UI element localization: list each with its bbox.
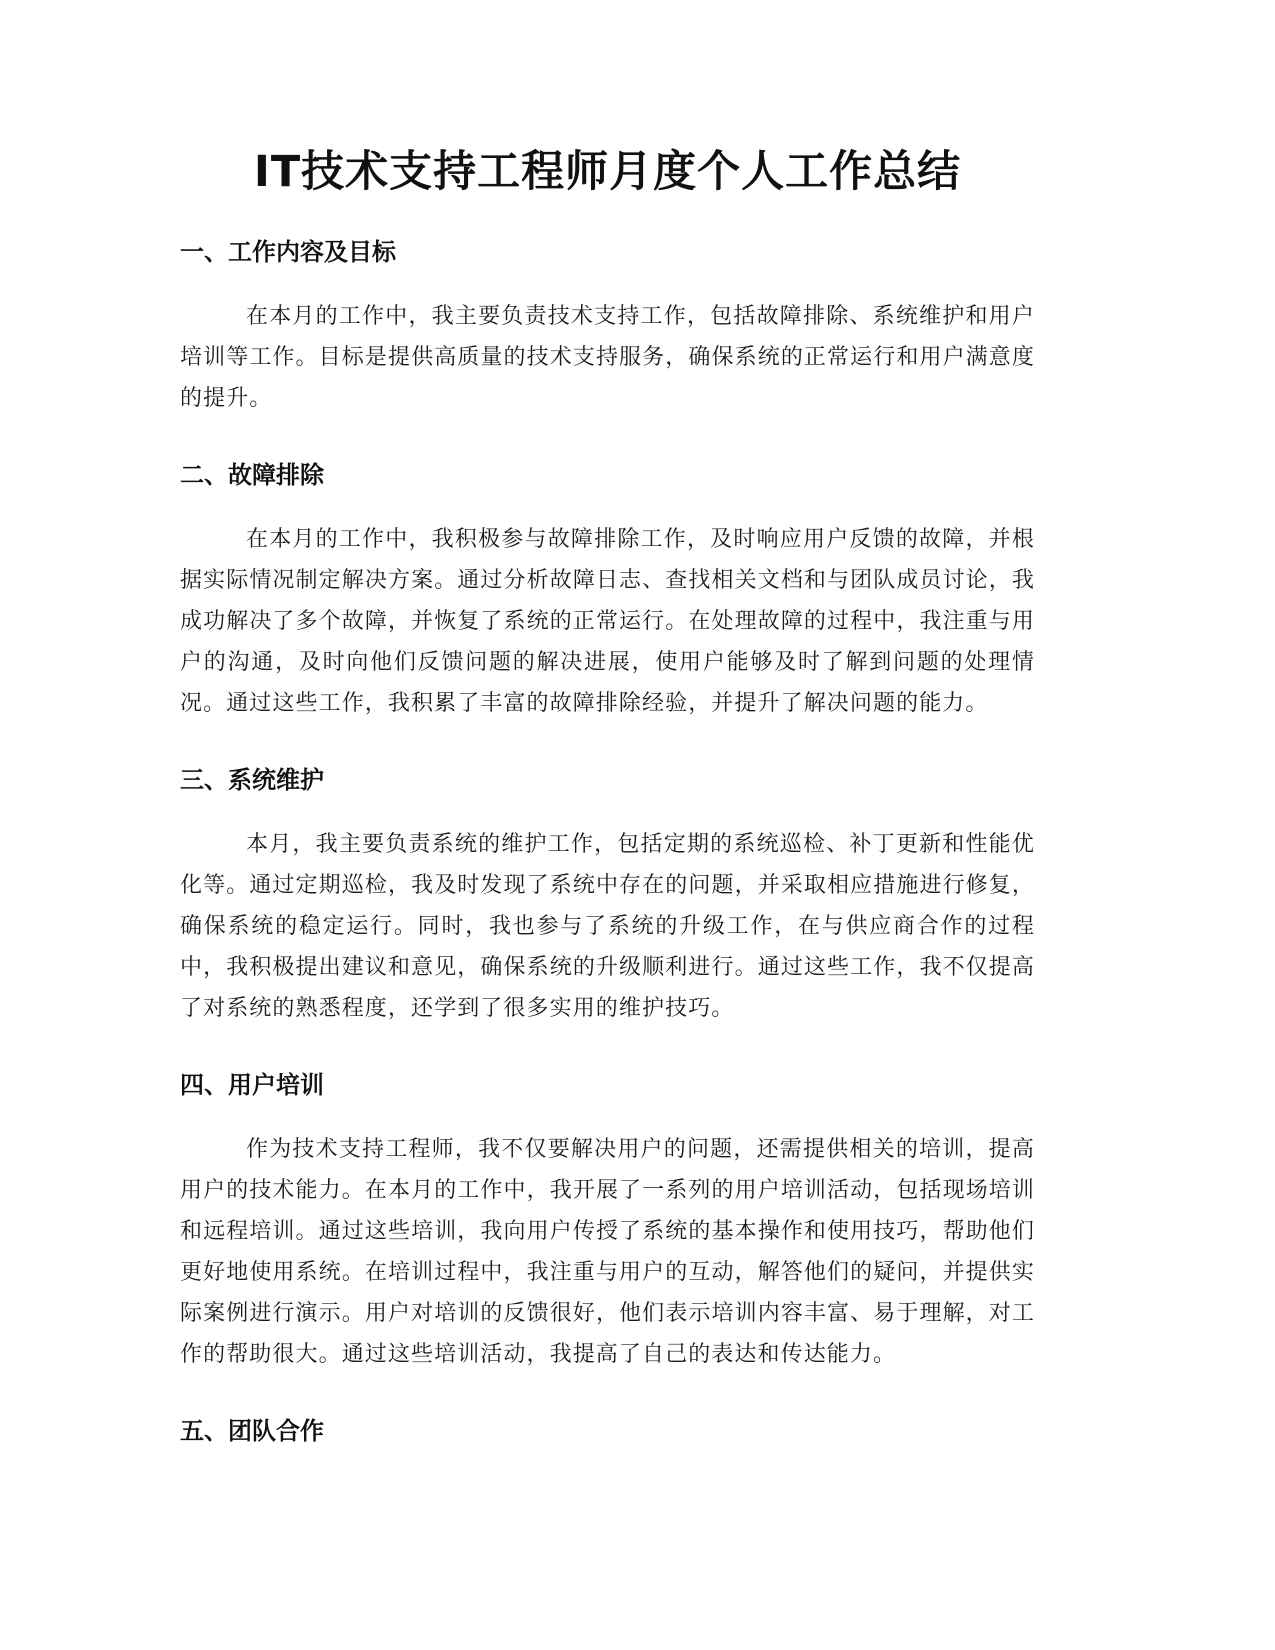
section-paragraph: 作为技术支持工程师，我不仅要解决用户的问题，还需提供相关的培训，提高用户的技术能力。在本月的工作中，我开展了一系列的用户培训活动，包括现场培训和远程培训。通过这些培训，我向用户传授了系统的基本操作和使用技巧，帮助他们更好地使用系统。在培训过程中，我注重与用户的互动，解答他们的疑问，并提供实际案例进行演示。用户对培训的反馈很好，他们表示培训内容丰富、易于理解，对工作的帮助很大。通过这些培训活动，我提高了自己的表达和传达能力。	[180, 1137, 1035, 1367]
section-work-content	[180, 234, 1035, 419]
document-title: IT技术支持工程师月度个人工作总结	[253, 147, 962, 197]
section-heading: 一、工作内容及目标	[180, 238, 396, 266]
section-paragraph: 在本月的工作中，我积极参与故障排除工作，及时响应用户反馈的故障，并根据实际情况制定解决方案。通过分析故障日志、查找相关文档和与团队成员讨论，我成功解决了多个故障，并恢复了系统的正常运行。在处理故障的过程中，我注重与用户的沟通，及时向他们反馈问题的解决进展，使用户能够及时了解到问题的处理情况。通过这些工作，我积累了丰富的故障排除经验，并提升了解决问题的能力。	[180, 527, 1035, 716]
section-heading: 五、团队合作	[180, 1417, 324, 1445]
section-paragraph: 本月，我主要负责系统的维护工作，包括定期的系统巡检、补丁更新和性能优化等。通过定期巡检，我及时发现了系统中存在的问题，并采取相应措施进行修复，确保系统的稳定运行。同时，我也参与了系统的升级工作，在与供应商合作的过程中，我积极提出建议和意见，确保系统的升级顺利进行。通过这些工作，我不仅提高了对系统的熟悉程度，还学到了很多实用的维护技巧。	[180, 832, 1035, 1021]
section-paragraph: 在本月的工作中，我主要负责技术支持工作，包括故障排除、系统维护和用户培训等工作。目标是提供高质量的技术支持服务，确保系统的正常运行和用户满意度的提升。	[180, 304, 1035, 411]
section-heading: 二、故障排除	[180, 461, 324, 489]
section-user-training	[180, 1067, 1035, 1375]
section-heading: 四、用户培训	[180, 1071, 324, 1099]
section-system-maintenance	[180, 762, 1035, 1029]
document-page	[180, 140, 1035, 1449]
section-teamwork	[180, 1413, 1035, 1449]
section-troubleshooting	[180, 457, 1035, 724]
section-heading: 三、系统维护	[180, 766, 324, 794]
